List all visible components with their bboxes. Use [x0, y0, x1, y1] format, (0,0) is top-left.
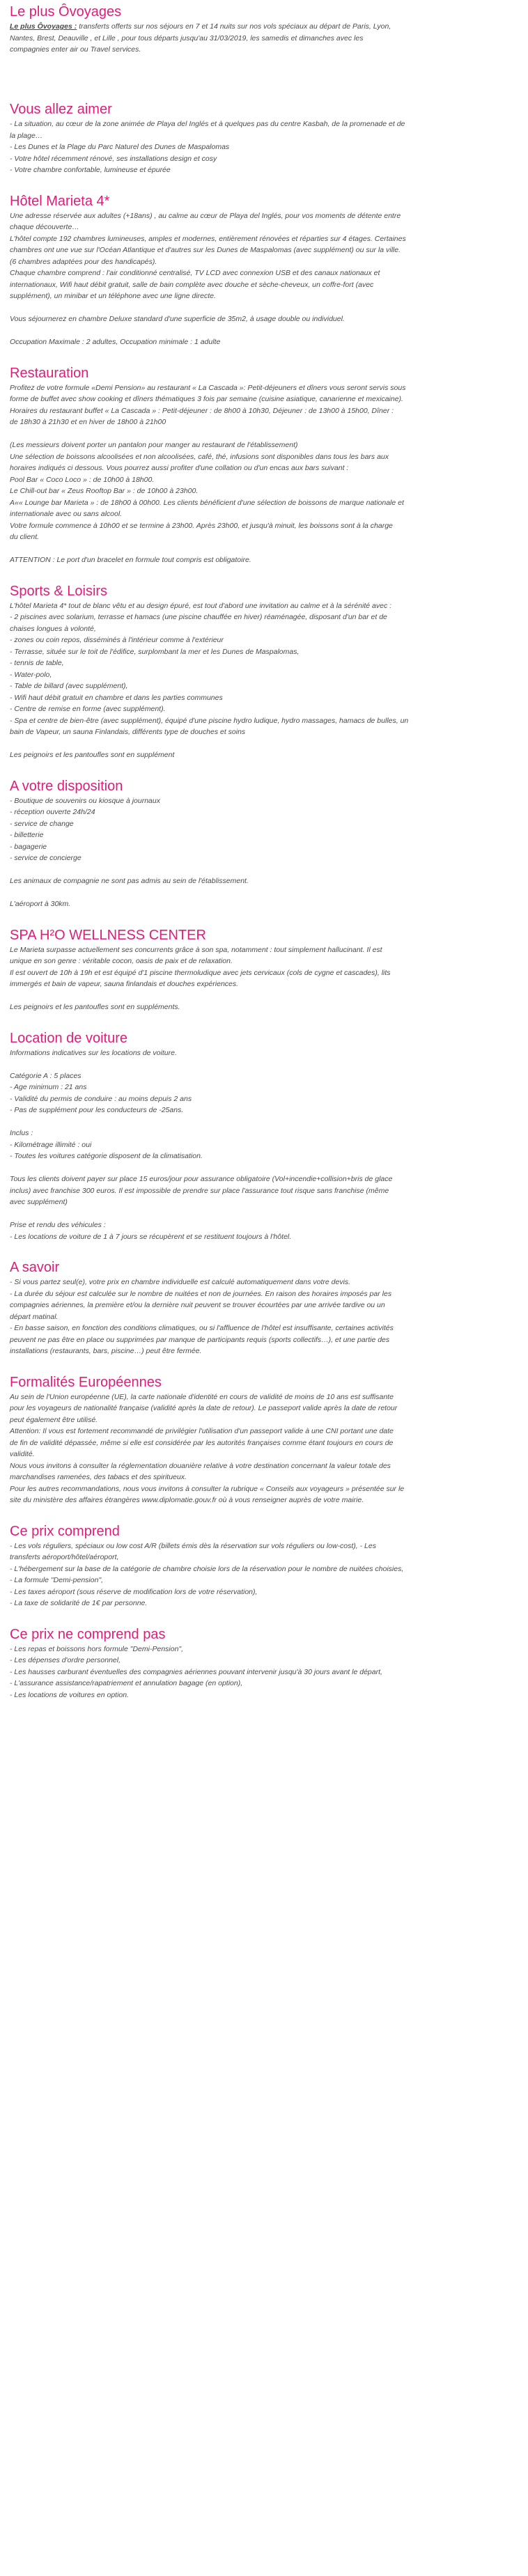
section-le-plus [10, 3, 518, 100]
body-line: - L'hébergement sur la base de la catégorie de chambre choisie lors de la réservation pour le nombre de nuitées choisies, [10, 1564, 404, 1573]
body-line [10, 1162, 518, 1174]
body-line: inclus) avec franchise 300 euros. Il est impossible de prendre sur place l'assurance tout risque sans franchise (même [10, 1186, 389, 1195]
body-line: Pour les autres recommandations, nous vous invitons à consulter la rubrique « Conseils aux voyageurs » présentée sur le [10, 1484, 405, 1493]
body-line: unique en son genre : véritable cocon, oasis de paix et de relaxation. [10, 957, 233, 965]
body-line: - réception ouverte 24h/24 [10, 808, 95, 816]
body-line [10, 990, 518, 1002]
body-line: Pool Bar « Coco Loco » : de 10h00 à 18h00. [10, 475, 155, 484]
body-line: Occupation Maximale : 2 adultes, Occupation minimale : 1 adulte [10, 338, 221, 346]
body-line: du client. [10, 533, 40, 541]
section-prix-ne-comprend-pas [10, 1625, 518, 1701]
section-body [10, 1277, 518, 1357]
promo-lead: Le plus Ôvoyages : [10, 22, 77, 31]
section-spacer [10, 348, 518, 364]
section-title: Le plus Ôvoyages [10, 4, 122, 19]
body-line: Les animaux de compagnie ne sont pas admis au sein de l'établissement. [10, 877, 249, 885]
body-line [10, 864, 518, 876]
body-line: - Les hausses carburant éventuelles des compagnies aériennes pouvant intervenir jusqu'à 30 jours avant le départ, [10, 1667, 382, 1676]
body-line [10, 1116, 518, 1128]
body-line: bain de Vapeur, un sauna Finlandais, différents type de douches et soins [10, 728, 246, 736]
section-spacer [10, 1506, 518, 1522]
body-line: L'aéroport à 30km. [10, 900, 71, 908]
body-line: Une adresse réservée aux adultes (+18ans) , au calme au cœur de Playa del Inglés, pour vos moments de détente entre [10, 211, 401, 220]
body-line: chambres ont une vue sur l'Océan Atlantique et d'autres sur les Dunes de Maspalomas (avec supplément) ou sur la ville. [10, 246, 401, 254]
body-line: de 18h30 à 21h30 et en hiver de 18h00 à 21h00 [10, 418, 166, 426]
body-line: Catégorie A : 5 places [10, 1071, 81, 1080]
body-line: - billetterie [10, 831, 44, 839]
body-line: internationaux, Wifi haut débit gratuit, salle de bain complète avec douche et sèche-cheveux, un coffre-fort (avec [10, 280, 374, 289]
section-spacer [10, 910, 518, 926]
section-restauration [10, 364, 518, 566]
body-line: Tous les clients doivent payer sur place 15 euros/jour pour assurance obligatoire (Vol+incendie+collision+bris de glace [10, 1175, 393, 1183]
section-sports-loisirs [10, 582, 518, 761]
body-line: Informations indicatives sur les locations de voiture. [10, 1048, 177, 1057]
body-line: - Votre chambre confortable, lumineuse et épurée [10, 166, 171, 174]
body-line: - Les Dunes et la Plage du Parc Naturel des Dunes de Maspalomas [10, 143, 230, 151]
body-line: Une sélection de boissons alcoolisées et non alcoolisées, café, thé, infusions sont disponibles dans tous les bars aux [10, 452, 389, 461]
body-line: internationale avec ou sans alcool. [10, 510, 123, 518]
body-line: - Kilométrage illimité : oui [10, 1140, 92, 1149]
section-body [10, 1644, 518, 1701]
body-line: Les peignoirs et les pantoufles sont en supplément [10, 751, 175, 759]
section-body [10, 382, 518, 566]
body-line: la plage… [10, 131, 43, 140]
body-line: A«« Lounge bar Marieta » : de 18h00 à 00h00. Les clients bénéficient d'une sélection de boissons de marque nationale et [10, 498, 404, 507]
body-line: immergés et bain de vapeur, sauna finlandais et douches expériences. [10, 980, 239, 988]
body-line: - Age minimum : 21 ans [10, 1083, 87, 1091]
section-hotel [10, 192, 518, 348]
section-body [10, 944, 518, 1013]
body-line: - Spa et centre de bien-être (avec supplément), équipé d'une piscine hydro ludique, hydro massages, hamacs de bulles, un [10, 716, 409, 725]
section-spacer [10, 566, 518, 582]
body-line: Vous séjournerez en chambre Deluxe standard d'une superficie de 35m2, à usage double ou individuel. [10, 315, 345, 323]
section-body [10, 1047, 518, 1243]
body-line: site du ministère des affaires étrangères www.diplomatie.gouv.fr où à vous renseigner auprès de votre mairie. [10, 1496, 364, 1504]
body-line: - Pas de supplément pour les conducteurs de -25ans. [10, 1106, 184, 1114]
section-spacer [10, 176, 518, 192]
body-line: - Votre hôtel récemment rénové, ses installations design et cosy [10, 154, 217, 163]
body-line: - L'assurance assistance/rapatriement et annulation bagage (en option), [10, 1679, 243, 1687]
body-line: - Validité du permis de conduire : au moins depuis 2 ans [10, 1094, 192, 1103]
body-line: L'hôtel compte 192 chambres lumineuses, amples et modernes, entièrement rénovées et réparties sur 4 étages. Certaines [10, 234, 406, 243]
section-title: A votre disposition [10, 778, 123, 794]
section-spa [10, 926, 518, 1013]
body-line: Prise et rendu des véhicules : [10, 1221, 106, 1229]
body-line: L'hôtel Marieta 4* tout de blanc vêtu et au design épuré, est tout d'abord une invitation au calme et à la sérénité avec : [10, 601, 392, 610]
body-line: - Si vous partez seul(e), votre prix en chambre individuelle est calculé automatiquement dans votre devis. [10, 1278, 351, 1286]
body-line [10, 428, 518, 440]
body-line: (6 chambres adaptées pour des handicapés). [10, 257, 157, 266]
body-line: - La formule "Demi-pension", [10, 1576, 104, 1584]
body-line: - Wifi haut débit gratuit en chambre et dans les parties communes [10, 693, 223, 702]
section-body [10, 21, 518, 56]
body-line: (Les messieurs doivent porter un pantalon pour manger au restaurant de l'établissement) [10, 441, 298, 449]
body-line: - tennis de table, [10, 659, 64, 667]
section-formalites [10, 1373, 518, 1506]
body-line: de fin de validité dépassée, même si elle est considérée par les autorités françaises comme étant toujours en cours de [10, 1438, 394, 1447]
section-title: Sports & Loisirs [10, 583, 108, 599]
section-location-voiture [10, 1029, 518, 1243]
section-title: Location de voiture [10, 1030, 128, 1046]
section-spacer [10, 1242, 518, 1258]
section-title: Ce prix comprend [10, 1523, 120, 1539]
body-line [10, 1059, 518, 1070]
body-line: - Les dépenses d'ordre personnel, [10, 1656, 121, 1664]
body-line: validité. [10, 1450, 35, 1458]
body-line: compagnies enter air ou Travel services. [10, 45, 141, 54]
section-disposition [10, 777, 518, 910]
body-line: - La situation, au cœur de la zone animée de Playa del Inglés et à quelques pas du centre Kasbah, de la promenade et de [10, 120, 405, 128]
section-title: SPA H²O WELLNESS CENTER [10, 927, 206, 943]
body-line: horaires indiqués ci dessous. Vous pourrez aussi profiter d'une collation ou d'un encas aux bars suivant : [10, 464, 349, 472]
body-line: chaises longues à volonté, [10, 624, 96, 633]
body-line: - En basse saison, en fonction des conditions climatiques, ou si l'affluence de l'hôtel est insuffisante, certaines activités [10, 1324, 394, 1332]
body-line: peuvent ne pas être en place ou supprimées par manque de participants requis (sports collectifs…), et une partie des [10, 1335, 390, 1344]
section-body [10, 1391, 518, 1506]
body-line: - bagagerie [10, 842, 47, 851]
body-line: - Les locations de voitures en option. [10, 1690, 130, 1699]
section-a-savoir [10, 1258, 518, 1357]
body-line: - Water-polo, [10, 670, 52, 679]
body-line: marchandises ramenées, des tabacs et des spiritueux. [10, 1473, 187, 1481]
body-line [10, 325, 518, 337]
section-title: Vous allez aimer [10, 102, 112, 117]
section-body [10, 1540, 518, 1609]
body-line: - Les locations de voiture de 1 à 7 jours se récupèrent et se restituent toujours à l'hôtel. [10, 1232, 292, 1241]
body-line: Nous vous invitons à consulter la réglementation douanière relative à votre destination concernant la valeur totale des [10, 1461, 391, 1470]
body-line: - service de concierge [10, 854, 81, 862]
body-line: Horaires du restaurant buffet « La Cascada » : Petit-déjeuner : de 8h00 à 10h30, Déjeuner : de 13h00 à 15h00, Dîner : [10, 406, 394, 415]
section-spacer [10, 1609, 518, 1625]
section-prix-comprend [10, 1522, 518, 1609]
body-line: transferts aéroport/hôtel/aéroport, [10, 1553, 119, 1561]
body-line: Inclus : [10, 1129, 33, 1137]
body-line: avec supplément) [10, 1198, 68, 1206]
section-body [10, 600, 518, 761]
body-line [10, 1208, 518, 1220]
body-line [10, 887, 518, 899]
body-line: - service de change [10, 819, 74, 828]
section-body [10, 795, 518, 910]
body-line: ATTENTION : Le port d'un bracelet en formule tout compris est obligatoire. [10, 556, 251, 564]
body-line: - La taxe de solidarité de 1€ par personne. [10, 1599, 148, 1607]
body-line: Au sein de l'Union européenne (UE), la carte nationale d'identité en cours de validité de moins de 10 ans est suffisante [10, 1392, 394, 1401]
section-title: Formalités Européennes [10, 1374, 162, 1390]
body-line: - Les vols réguliers, spéciaux ou low cost A/R (billets émis dès la réservation sur vols réguliers ou low-cost), - Les [10, 1541, 376, 1550]
body-line: Profitez de votre formule «Demi Pension» au restaurant « La Cascada »: Petit-déjeuners et dîners vous seront servis sous [10, 383, 406, 392]
body-line: supplément), un minibar et un téléphone avec une ligne directe. [10, 292, 216, 300]
body-line: Chaque chambre comprend : l'air conditionné centralisé, TV LCD avec connexion USB et des canaux nationaux et [10, 269, 380, 277]
section-body [10, 210, 518, 348]
body-line: Nantes, Brest, Deauville , et Lille , pour tous départs jusqu'au 31/03/2019, les samedis et dimanches avec les [10, 33, 364, 42]
section-title: Hôtel Marieta 4* [10, 193, 110, 209]
section-title: A savoir [10, 1260, 60, 1275]
body-line: pour les voyageurs de nationalité française (validité après la date de retour). Le passeport valide après la date de retour [10, 1404, 398, 1412]
section-vous-allez-aimer [10, 100, 518, 176]
body-line: - zones ou coin repos, disséminés à l'intérieur comme à l'extérieur [10, 636, 224, 644]
body-line: - Table de billard (avec supplément), [10, 682, 128, 690]
body-line: - Centre de remise en forme (avec supplément). [10, 705, 166, 713]
body-line: Le plus Ôvoyages : transferts offerts sur nos séjours en 7 et 14 nuits sur nos vols spéciaux au départ de Paris, Lyon, [10, 22, 391, 31]
body-line: - Les taxes aéroport (sous réserve de modification lors de votre réservation), [10, 1587, 258, 1596]
body-line: Le Marieta surpasse actuellement ses concurrents grâce à son spa, notamment : tout simplement hallucinant. Il est [10, 945, 382, 954]
section-spacer [10, 761, 518, 777]
section-spacer [10, 1013, 518, 1029]
body-line [10, 738, 518, 750]
body-line: - Terrasse, située sur le toit de l'édifice, surplombant la mer et les Dunes de Maspalomas, [10, 647, 300, 656]
body-line: compagnies aériennes, la première et/ou la dernière nuit peuvent se trouver écourtées par une arrivée tardive ou un [10, 1301, 385, 1309]
body-line [10, 302, 518, 314]
body-line: Attention: Il vous est fortement recommandé de privilégier l'utilisation d'un passeport valide à une CNI portant une date [10, 1427, 394, 1435]
body-line: - La durée du séjour est calculée sur le nombre de nuitées et non de journées. En raison des horaires imposés par les [10, 1289, 392, 1298]
body-line: départ matinal. [10, 1312, 59, 1321]
body-line: - Toutes les voitures catégorie disposent de la climatisation. [10, 1152, 203, 1160]
body-line: - Boutique de souvenirs ou kiosque à journaux [10, 796, 160, 805]
section-title: Ce prix ne comprend pas [10, 1626, 166, 1642]
body-line: peut également être utilisé. [10, 1415, 98, 1424]
body-line: installations (restaurants, bars, piscine…) peut être fermée. [10, 1347, 202, 1355]
body-line [10, 543, 518, 555]
body-line: chaque découverte… [10, 223, 79, 231]
body-line: forme de buffet avec show cooking et dîners thématiques 3 fois par semaine (cuisine asiatique, canarienne et mexicaine). [10, 395, 403, 403]
body-line: Votre formule commence à 10h00 et se termine à 23h00. Après 23h00, et jusqu'à minuit, les boissons sont à la charge [10, 521, 393, 530]
body-line: Les peignoirs et les pantoufles sont en suppléments. [10, 1003, 180, 1011]
body-line: - Les repas et boissons hors formule "Demi-Pension", [10, 1644, 184, 1653]
body-line: Le Chill-out bar « Zeus Rooftop Bar » : de 10h00 à 23h00. [10, 487, 199, 495]
section-body [10, 118, 518, 176]
body-line: Il est ouvert de 10h à 19h et est équipé d'1 piscine thermoludique avec jets cervicaux (cols de cygne et cascades), lits [10, 968, 391, 977]
section-spacer [10, 1357, 518, 1373]
body-line: - 2 piscines avec solarium, terrasse et hamacs (une piscine chauffée en hiver) réaménagée, disposant d'un bar et de [10, 613, 387, 621]
section-title: Restauration [10, 365, 89, 381]
